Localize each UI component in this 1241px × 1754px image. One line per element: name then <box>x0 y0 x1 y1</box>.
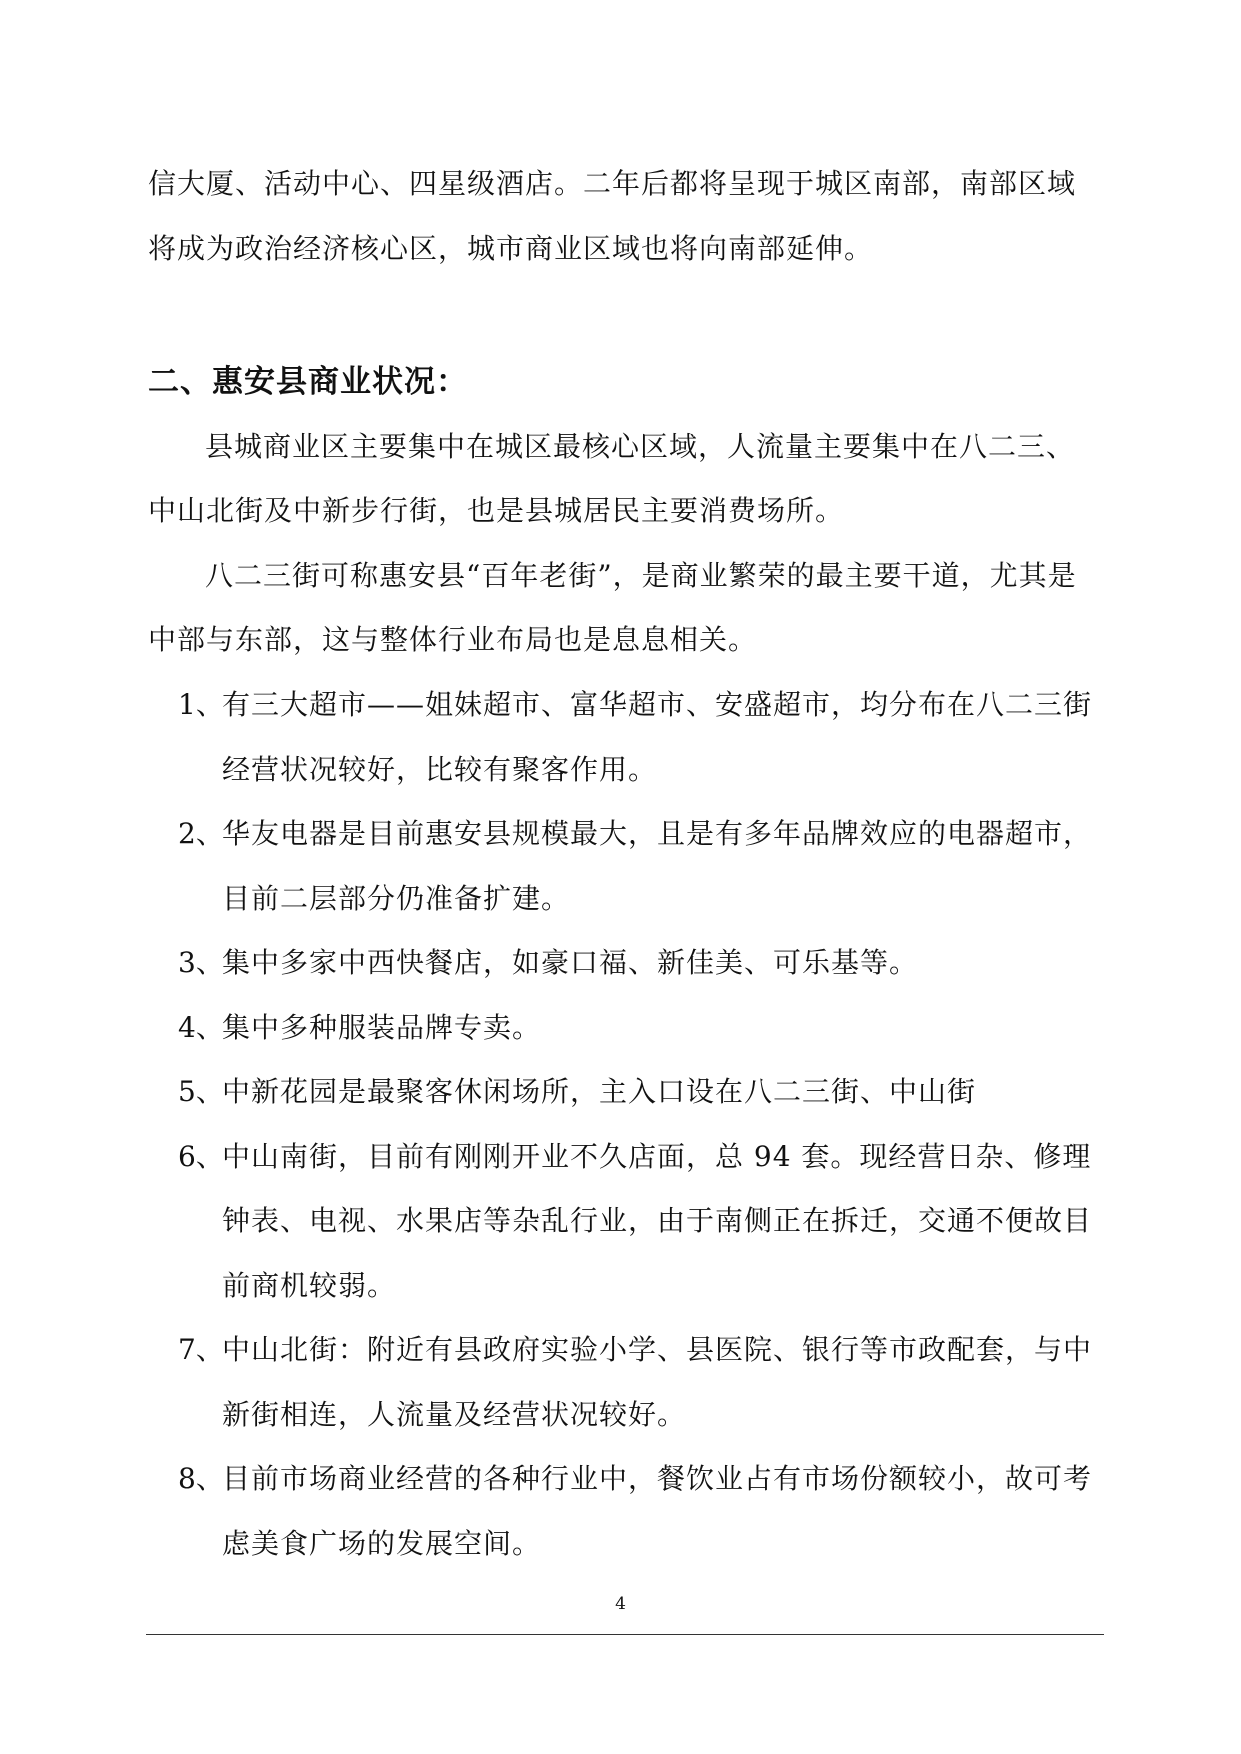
list-item-2-line-1: 华友电器是目前惠安县规模最大，且是有多年品牌效应的电器超市， <box>222 817 1093 850</box>
paragraph-2-line-1: 八二三街可称惠安县“百年老街”，是商业繁荣的最主要干道，尤其是 <box>205 559 1077 592</box>
list-item-5-line-1: 中新花园是最聚客休闲场所，主入口设在八二三街、中山街 <box>222 1075 977 1108</box>
list-item-7-line-2: 新街相连，人流量及经营状况较好。 <box>222 1398 687 1431</box>
paragraph-1-line-1: 县城商业区主要集中在城区最核心区域，人流量主要集中在八二三、 <box>205 430 1076 463</box>
list-item-8-number: 8、 <box>178 1462 224 1495</box>
paragraph-2-line-2: 中部与东部，这与整体行业布局也是息息相关。 <box>148 623 758 656</box>
list-item-1-number: 1、 <box>178 688 224 721</box>
list-item-8-line-2: 虑美食广场的发展空间。 <box>222 1527 542 1560</box>
list-item-3-number: 3、 <box>178 946 224 979</box>
footer-divider <box>146 1634 1104 1635</box>
list-item-4-number: 4、 <box>178 1011 224 1044</box>
list-item-1-line-1: 有三大超市——姐妹超市、富华超市、安盛超市，均分布在八二三街 <box>222 688 1093 721</box>
list-item-8-line-1: 目前市场商业经营的各种行业中，餐饮业占有市场份额较小，故可考 <box>222 1462 1093 1495</box>
list-item-6-number: 6、 <box>178 1140 224 1173</box>
paragraph-1-line-2: 中山北街及中新步行街，也是县城居民主要消费场所。 <box>148 494 845 527</box>
list-item-6-line-1: 中山南街，目前有刚刚开业不久店面，总 94 套。现经营日杂、修理 <box>222 1140 1092 1173</box>
list-item-7-line-1: 中山北街：附近有县政府实验小学、县医院、银行等市政配套，与中 <box>222 1333 1093 1366</box>
section-heading: 二、惠安县商业状况： <box>148 364 468 400</box>
list-item-2-number: 2、 <box>178 817 224 850</box>
intro-line-2: 将成为政治经济核心区，城市商业区域也将向南部延伸。 <box>148 232 874 265</box>
list-item-4-line-1: 集中多种服装品牌专卖。 <box>222 1011 542 1044</box>
list-item-2-line-2: 目前二层部分仍准备扩建。 <box>222 882 571 915</box>
page-number: 4 <box>615 1594 626 1614</box>
list-item-7-number: 7、 <box>178 1333 224 1366</box>
list-item-1-line-2: 经营状况较好，比较有聚客作用。 <box>222 753 658 786</box>
intro-line-1: 信大厦、活动中心、四星级酒店。二年后都将呈现于城区南部，南部区域 <box>148 167 1077 200</box>
list-item-5-number: 5、 <box>178 1075 224 1108</box>
list-item-6-line-2: 钟表、电视、水果店等杂乱行业，由于南侧正在拆迁，交通不便故目 <box>222 1204 1093 1237</box>
list-item-3-line-1: 集中多家中西快餐店，如豪口福、新佳美、可乐基等。 <box>222 946 919 979</box>
list-item-6-line-3: 前商机较弱。 <box>222 1269 397 1302</box>
